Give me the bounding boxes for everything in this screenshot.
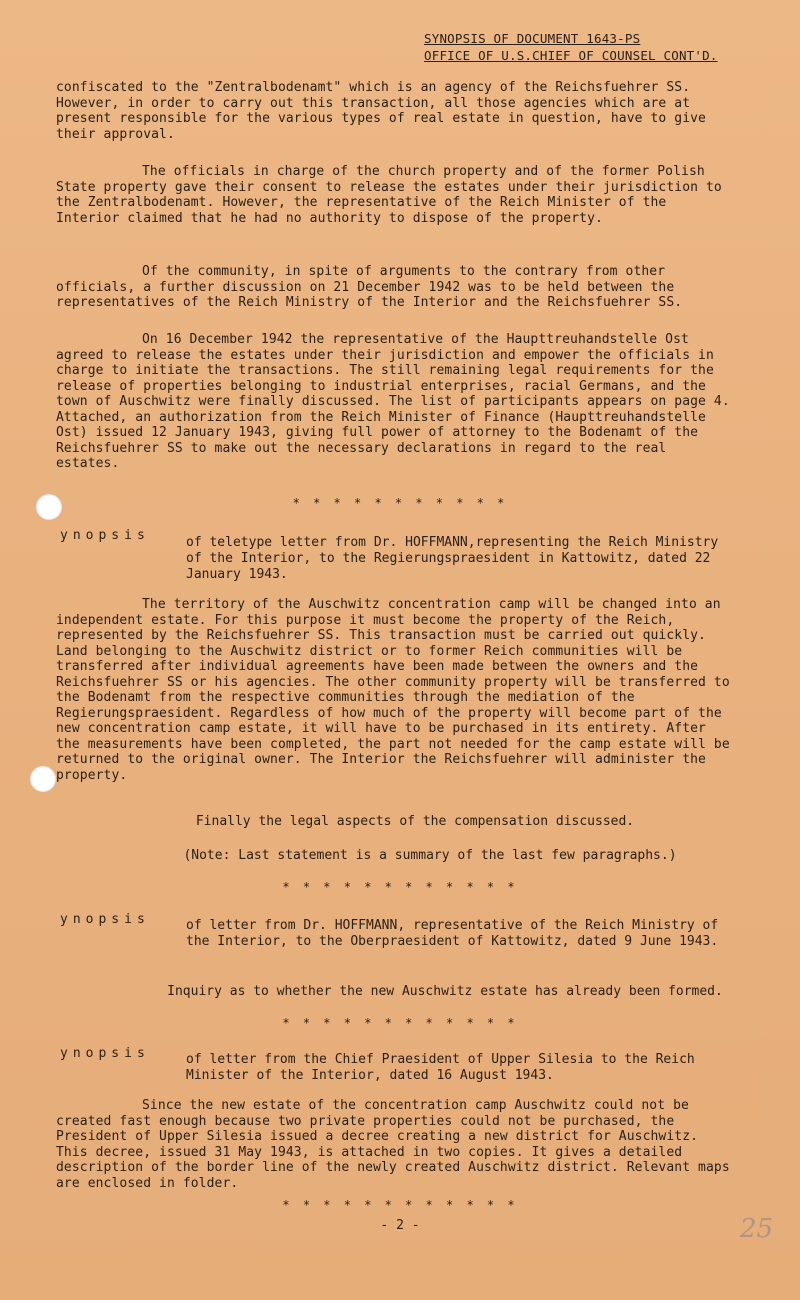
synopsis-1-heading: of teletype letter from Dr. HOFFMANN,representing the Reich Ministry of the Interior, to the Regierungspraesident in Kattowitz, dated 22 January 1943. — [186, 535, 719, 582]
synopsis-1-final: Finally the legal aspects of the compensation discussed. — [195, 814, 635, 829]
separator-stars-3: * * * * * * * * * * * * — [282, 1016, 518, 1030]
synopsis-3-label: ynopsis — [60, 1046, 150, 1061]
separator-stars-1: * * * * * * * * * * * — [292, 496, 508, 510]
document-header — [424, 30, 754, 64]
paragraph-2: The officials in charge of the church property and of the former Polish State property gave their consent to release the estates under their jurisdiction to the Zentralbodenamt. However, the representative of the Reich Minister of the Interior claimed that he had no authority to dispose of the property. — [56, 164, 730, 226]
header-title: SYNOPSIS OF DOCUMENT 1643-PS — [424, 31, 641, 46]
header-subtitle: OFFICE OF U.S.CHIEF OF COUNSEL CONT'D. — [424, 48, 718, 63]
separator-stars-2: * * * * * * * * * * * * — [282, 880, 518, 894]
synopsis-3-heading: of letter from the Chief Praesident of Upper Silesia to the Reich Minister of the Interior, dated 16 August 1943. — [186, 1052, 695, 1083]
synopsis-2-heading: of letter from Dr. HOFFMANN, representative of the Reich Ministry of the Interior, to the Oberpraesident of Kattowitz, dated 9 June 1943. — [186, 918, 719, 949]
synopsis-1-label: ynopsis — [60, 528, 150, 543]
punch-hole-bottom — [30, 766, 56, 792]
paragraph-3: Of the community, in spite of arguments to the contrary from other officials, a further discussion on 21 December 1942 was to be held between the representatives of the Reich Ministry of the Interior and the Reichsfuehrer SS. — [56, 264, 683, 310]
paragraph-1: confiscated to the "Zentralbodenamt" which is an agency of the Reichsfuehrer SS. However, in order to carry out this transaction, all those agencies which are at present responsible for the various types of real estate in question, have to give their approval. — [56, 80, 714, 142]
synopsis-2-text: Inquiry as to whether the new Auschwitz estate has already been formed. — [167, 984, 723, 999]
paragraph-4: On 16 December 1942 the representative of the Haupttreuhandstelle Ost agreed to release the estates under their jurisdiction and empower the officials in charge to initiate the transactions. The still remaining legal requirements for the release of properties belonging to industrial enterprises, racial Germans, and the town of Auschwitz were finally discussed. The list of participants appears on page 4. Attached, an authorization from the Reich Minister of Finance (Haupttreuhandstelle Ost) issued 12 January 1943, giving full power of attorney to the Bodenamt of the Reichsfuehrer SS to make out the necessary declarations in regard to the real estates. — [56, 332, 738, 471]
handwritten-page-mark: 25 — [740, 1214, 774, 1244]
page-number: - 2 - — [380, 1218, 420, 1233]
synopsis-2-label: ynopsis — [60, 912, 150, 927]
separator-stars-4: * * * * * * * * * * * * — [282, 1198, 518, 1212]
synopsis-3-text: Since the new estate of the concentration camp Auschwitz could not be created fast enough because two private properties could not be purchased, the President of Upper Silesia issued a decree creating a new district for Auschwitz. This decree, issued 31 May 1943, is attached in two copies. It gives a detailed description of the border line of the newly created Auschwitz district. Relevant maps are enclosed in folder. — [56, 1098, 738, 1191]
synopsis-1-note: (Note: Last statement is a summary of the last few paragraphs.) — [183, 848, 677, 863]
synopsis-1-text: The territory of the Auschwitz concentration camp will be changed into an independent estate. For this purpose it must become the property of the Reich, represented by the Reichsfuehrer SS. This transaction must be carried out quickly. Land belonging to the Auschwitz district or to former Reich communities will be transferred after individual agreements have been made between the owners and the Reichsfuehrer SS or his agencies. The other community property will be transferred to the Bodenamt from the respective communities through the mediation of the Regierungspraesident. Regardless of how much of the property will become part of the new concentration camp estate, it will have to be purchased in its entirety. After the measurements have been completed, the part not needed for the camp estate will be returned to the original owner. The Interior the Reichsfuehrer will administer the property. — [56, 597, 738, 783]
